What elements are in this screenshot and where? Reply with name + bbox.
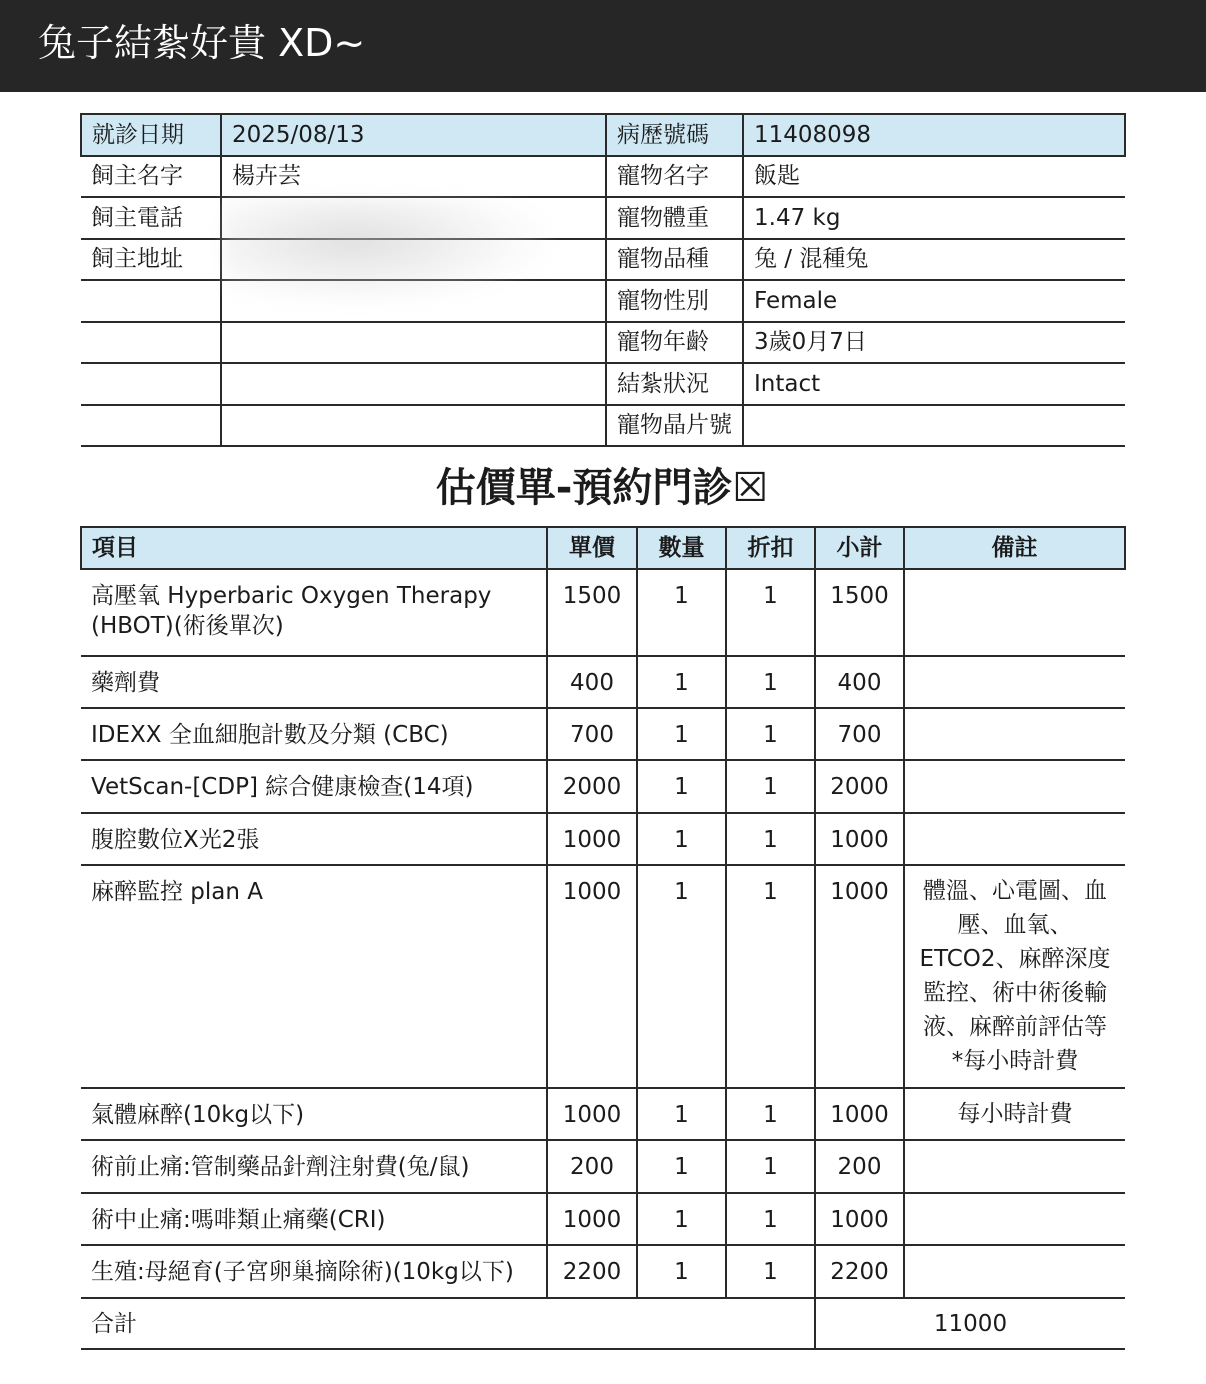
unit-price: 400 [547,656,637,708]
column-header: 小計 [815,527,904,569]
unit-price: 200 [547,1140,637,1193]
pet-field-label: 寵物晶片號 [606,405,743,447]
estimate-header-row [81,527,1125,569]
post-title: 兔子結紮好貴 XD~ [38,21,366,65]
pet-field-value: 11408098 [743,114,1125,156]
info-row [81,114,1125,156]
total-row [81,1298,1125,1349]
discount: 1 [726,656,815,708]
subtotal: 1500 [815,569,904,656]
owner-field-label: 就診日期 [81,114,221,156]
owner-field-label [81,280,221,322]
estimate-item-row [81,813,1125,865]
remark [904,760,1125,813]
estimate-item-row [81,656,1125,708]
estimate-title: 估價單-預約門診☒ [435,465,769,511]
owner-field-label [81,322,221,364]
owner-field-label: 飼主電話 [81,197,221,239]
quantity: 1 [637,656,726,708]
discount: 1 [726,1088,815,1140]
item-name: 麻醉監控 plan A [81,865,547,1088]
discount: 1 [726,1245,815,1298]
remark [904,656,1125,708]
column-header: 項目 [81,527,547,569]
item-name: 藥劑費 [81,656,547,708]
pet-field-value: Female [743,280,1125,322]
pet-field-label: 寵物名字 [606,156,743,198]
column-header: 折扣 [726,527,815,569]
owner-field-value: 2025/08/13 [221,114,606,156]
subtotal: 2200 [815,1245,904,1298]
estimate-item-row [81,569,1125,656]
total-label: 合計 [81,1298,815,1349]
quantity: 1 [637,1088,726,1140]
subtotal: 200 [815,1140,904,1193]
visit-info-table [80,113,1126,447]
discount: 1 [726,569,815,656]
item-name: 術前止痛:管制藥品針劑注射費(兔/鼠) [81,1140,547,1193]
discount: 1 [726,1140,815,1193]
info-row [81,322,1125,364]
info-row [81,239,1125,281]
item-name: 高壓氧 Hyperbaric Oxygen Therapy (HBOT)(術後單次) [81,569,547,656]
discount: 1 [726,813,815,865]
unit-price: 700 [547,708,637,760]
item-name: VetScan-[CDP] 綜合健康檢查(14項) [81,760,547,813]
info-row [81,280,1125,322]
pet-field-label: 結紮狀況 [606,363,743,405]
owner-field-value [221,405,606,447]
item-name: 生殖:母絕育(子宮卵巢摘除術)(10kg以下) [81,1245,547,1298]
estimate-item-row [81,1245,1125,1298]
pet-field-value: 兔 / 混種兔 [743,239,1125,281]
unit-price: 1500 [547,569,637,656]
column-header: 單價 [547,527,637,569]
quantity: 1 [637,1193,726,1245]
owner-field-label [81,363,221,405]
owner-field-label: 飼主名字 [81,156,221,198]
remark: 每小時計費 [904,1088,1125,1140]
pet-field-label: 病歷號碼 [606,114,743,156]
remark [904,1245,1125,1298]
remark [904,813,1125,865]
quantity: 1 [637,813,726,865]
info-row [81,156,1125,198]
quantity: 1 [637,708,726,760]
owner-field-value: 楊卉芸 [221,156,606,198]
info-row [81,405,1125,447]
remark [904,1193,1125,1245]
subtotal: 400 [815,656,904,708]
remark [904,569,1125,656]
quantity: 1 [637,1245,726,1298]
subtotal: 1000 [815,1088,904,1140]
pet-field-label: 寵物體重 [606,197,743,239]
pet-field-label: 寵物年齡 [606,322,743,364]
estimate-item-row [81,865,1125,1088]
subtotal: 700 [815,708,904,760]
info-row [81,197,1125,239]
remark [904,708,1125,760]
pet-field-label: 寵物性別 [606,280,743,322]
item-name: 氣體麻醉(10kg以下) [81,1088,547,1140]
quantity: 1 [637,865,726,1088]
unit-price: 2200 [547,1245,637,1298]
column-header: 數量 [637,527,726,569]
pet-field-value: 1.47 kg [743,197,1125,239]
info-row [81,363,1125,405]
subtotal: 2000 [815,760,904,813]
subtotal: 1000 [815,865,904,1088]
estimate-item-row [81,1193,1125,1245]
estimate-item-row [81,760,1125,813]
unit-price: 1000 [547,1193,637,1245]
owner-field-label: 飼主地址 [81,239,221,281]
remark: 體溫、心電圖、血壓、血氧、ETCO2、麻醉深度監控、術中術後輸液、麻醉前評估等 *每小時計費 [904,865,1125,1088]
quantity: 1 [637,1140,726,1193]
discount: 1 [726,1193,815,1245]
unit-price: 1000 [547,813,637,865]
owner-field-value [221,239,606,281]
owner-field-value [221,280,606,322]
column-header: 備註 [904,527,1125,569]
discount: 1 [726,708,815,760]
caption-bar [0,0,1206,92]
unit-price: 1000 [547,865,637,1088]
item-name: 腹腔數位X光2張 [81,813,547,865]
subtotal: 1000 [815,1193,904,1245]
unit-price: 1000 [547,1088,637,1140]
owner-field-value [221,197,606,239]
estimate-table [80,526,1126,1350]
pet-field-value: Intact [743,363,1125,405]
quantity: 1 [637,569,726,656]
owner-field-value [221,322,606,364]
item-name: 術中止痛:嗎啡類止痛藥(CRI) [81,1193,547,1245]
owner-field-label [81,405,221,447]
estimate-item-row [81,708,1125,760]
discount: 1 [726,760,815,813]
pet-field-value [743,405,1125,447]
quantity: 1 [637,760,726,813]
discount: 1 [726,865,815,1088]
estimate-item-row [81,1140,1125,1193]
pet-field-value: 3歲0月7日 [743,322,1125,364]
remark [904,1140,1125,1193]
subtotal: 1000 [815,813,904,865]
unit-price: 2000 [547,760,637,813]
estimate-item-row [81,1088,1125,1140]
pet-field-label: 寵物品種 [606,239,743,281]
pet-field-value: 飯匙 [743,156,1125,198]
owner-field-value [221,363,606,405]
item-name: IDEXX 全血細胞計數及分類 (CBC) [81,708,547,760]
total-value: 11000 [815,1298,1125,1349]
